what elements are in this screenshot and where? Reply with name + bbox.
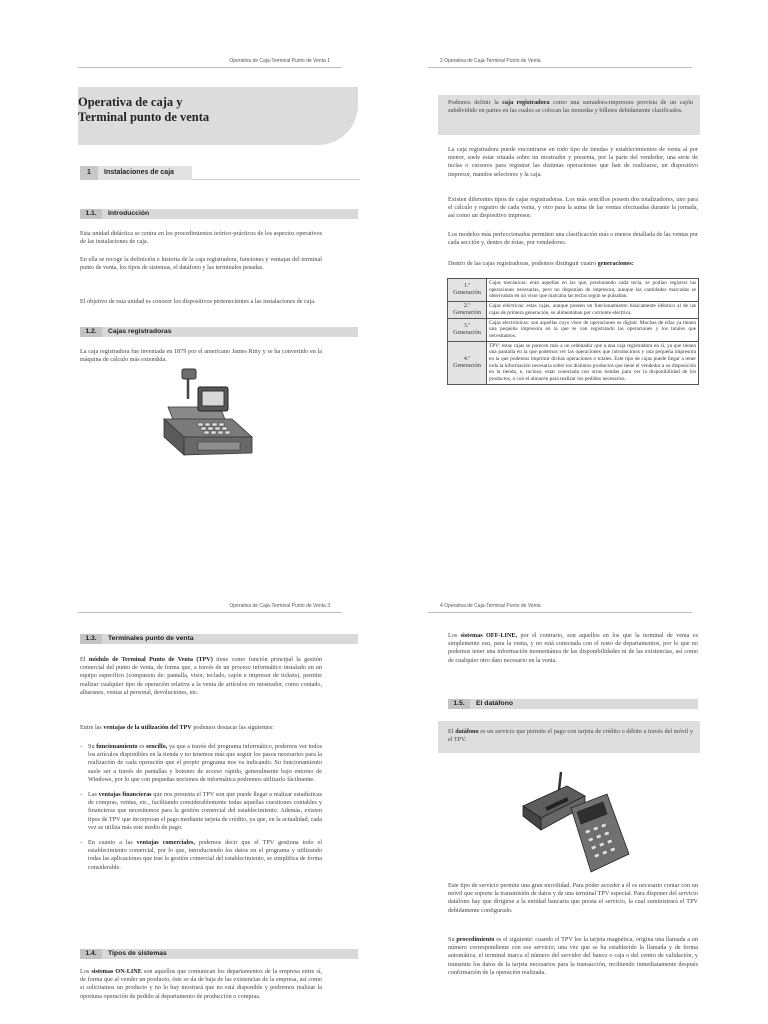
- page-4: [410, 600, 710, 1024]
- cash-register-illustration: [158, 367, 260, 457]
- advantages-intro: Entre las ventajas de la utilización del TPV podemos destacar las siguientes:: [80, 724, 274, 731]
- page-3: [60, 600, 360, 1024]
- intro-paragraph-3: El objetivo de esta unidad es conocer los dispositivos pertenecientes a las instalaciones de caja.: [80, 298, 316, 305]
- offline-systems-paragraph: Los sistemas OFF-LINE, por el contrario, son aquellos en los que la terminal de venta es simplemente eso, para la venta, y no está conectada con el resto de departamentos, por lo que no podemos tener una información momentánea de las disponibilidades ni de las existencias, así como de cualquier otro dato necesario en la venta.: [448, 632, 699, 664]
- section-number: 1.2.: [80, 327, 102, 337]
- service-paragraph: Este tipo de servicio permite una gran movilidad. Para poder acceder a él es necesario contar con un móvil que soporte la transmisión de datos y de una terminal TPV especial. Para disponer del servicio datáfono hay que dirigirse a la entidad bancaria que presta el servicio, la cual suministrará el TPV debidamente configurado.: [448, 882, 698, 914]
- section-label: Introducción: [108, 210, 150, 217]
- dataphone-illustration: [515, 768, 635, 878]
- page-header: 4 Operativa de Caja-Terminal Punto de Venta: [440, 603, 541, 609]
- section-heading-1-5: [448, 699, 698, 709]
- table-row: [448, 318, 699, 341]
- header-rule: [428, 612, 692, 613]
- section-label: Terminales punto de venta: [108, 635, 194, 642]
- section-number: 1.5.: [448, 699, 470, 709]
- unit-title-line-1: Operativa de caja y: [78, 95, 183, 109]
- chapter-heading: [80, 166, 192, 180]
- section-heading-1-1: [80, 209, 358, 219]
- page-2: [410, 55, 710, 545]
- table-row: [448, 279, 699, 302]
- chapter-number: 1: [80, 166, 98, 180]
- section-label: Cajas registradoras: [108, 328, 172, 335]
- section-label: Tipos de sistemas: [108, 950, 167, 957]
- header-rule: [428, 67, 692, 68]
- unit-title: [78, 95, 209, 125]
- chapter-rule: [192, 179, 360, 180]
- table-row: [448, 341, 699, 384]
- generation-cell: 3.ª Generación: [448, 318, 487, 341]
- generation-description: Cajas mecánicas: eran aquellas en las que, presionando cada tecla, se podían registrar las operaciones necesarias, pero no disponían de impresora, aunque las cantidades marcadas se observaban en un visor que marcaba las teclas según se pulsaban.: [487, 279, 699, 302]
- generation-description: Cajas electrónicas: son aquellas cuyo visor de operaciones es digital. Muchas de ellas ya tienen una pequeña impresora en la que se van registrando las operaciones y los totales que necesitamos.: [487, 318, 699, 341]
- paragraph-2: Existen diferentes tipos de cajas registradoras. Los más sencillos poseen dos totalizadores, uno para el cálculo y registro de cada venta, y otro para la suma de las ventas efectuadas durante la jornada, así como un dispositivo impresor.: [448, 196, 698, 220]
- list-item: - Las ventajas financieras que nos presenta el TPV son que puede llegar a realizar estadísticas de compras, ventas, etc., facilitando considerablemente todas aquellas cuestiones contables y financieras que necesitemos para la gestión comercial del establecimiento. Además, existen tipos de TPV que incorporan el pago mediante tarjeta de crédito, ya que, en la actualidad, cada vez se utiliza más este medio de pago.: [80, 791, 322, 832]
- section-number: 1.4.: [80, 949, 102, 959]
- cash-register-paragraph: La caja registradora fue inventada en 1879 por el americano James Ritty y se ha convertido en la máquina de cálculo más extendida.: [80, 348, 322, 364]
- section-heading-1-4: [80, 949, 358, 959]
- paragraph-3: Los modelos más perfeccionados permiten una clasificación más o menos detallada de las ventas por cada sección y, dentro de éstas, por vendedores.: [448, 231, 698, 247]
- generation-cell: 1.ª Generación: [448, 279, 487, 302]
- unit-title-line-2: Terminal punto de venta: [78, 110, 210, 124]
- table-row: [448, 302, 699, 318]
- advantages-list: [80, 743, 322, 879]
- section-heading-1-2: [80, 327, 358, 337]
- chapter-label: Instalaciones de caja: [104, 169, 175, 176]
- definition-text: Podemos definir la caja registradora como una sumadora-impresora provista de un cajón subdividido en partes en las cuales se colocan las monedas y billetes debidamente clasificados.: [448, 99, 694, 115]
- page-header: 2 Operativa de Caja-Terminal Punto de Venta: [440, 58, 541, 64]
- procedure-paragraph: Su procedimiento es el siguiente: cuando el TPV lee la tarjeta magnética, origina una llamada a un número correspondiente con ese servicio; una vez que se ha establecido la llamada y de forma automática, el terminal marca el número del servidor del banco o caja o del centro de validación, y transmite los datos de la tarjeta necesarios para la transacción, recibiendo inmediatamente después confirmación de la operación realizada.: [448, 936, 698, 976]
- generation-cell: 2.ª Generación: [448, 302, 487, 318]
- generation-description: Cajas eléctricas: estas cajas, aunque poseen un funcionamiento básicamente idéntico al de las cajas de primera generación, se alimentaban por corriente eléctrica.: [487, 302, 699, 318]
- list-item: - Su funcionamiento es sencillo, ya que a través del programa informático, podemos ver todos los artículos disponibles en la tienda y no tenemos más que seguir los pasos necesarios para la realización de cada operación que el propio programa nos va indicando. Su funcionamiento suele ser a través de pantallas y botones de acceso rápido, generalmente bajo entorno de Windows, por lo que con pequeñas nociones de informática podremos utilizarlo fácilmente.: [80, 743, 322, 784]
- dataphone-definition: El datáfono es un servicio que permite el pago con tarjeta de crédito o débito a través del móvil y el TPV.: [448, 728, 693, 744]
- list-item: - En cuanto a las ventajas comerciales, podemos decir que el TPV gestiona todo el establecimiento comercial, por lo que, introduciendo los datos en el programa y utilizando todas las aplicaciones que trae la gestión comercial del establecimiento, se simplifica de forma considerable.: [80, 839, 322, 872]
- section-number: 1.3.: [80, 634, 102, 644]
- generation-cell: 4.ª Generación: [448, 341, 487, 384]
- generation-description: TPV: estas cajas se parecen más a un ordenador que a una caja registradora en sí, ya que tienen una pantalla en la que podemos ver las operaciones que introducimos y una pequeña impresora en la que podemos imprimir dichas operaciones o totales. Este tipo de cajas puede llegar a tener toda la información necesaria sobre los distintos productos que tiene el vendedor a su disposición en la tienda, e, incluso, estar conectada con otras tiendas para ver la disponibilidad de los productos, o con el almacén para realizar los pedidos necesarios.: [487, 341, 699, 384]
- header-rule: [78, 67, 342, 68]
- page-1: [60, 55, 360, 545]
- section-heading-1-3: [80, 634, 358, 644]
- online-systems-paragraph: Los sistemas ON-LINE son aquellos que comunican los departamentos de la empresa entre sí, de forma que al vender un producto, éste se da de baja de las existencias de la empresa, así como si solicitamos un producto y no lo hay mostrará que no está disponible y podremos realizar la oportuna operación de pedido al departamento de producción o compras.: [80, 968, 322, 1000]
- intro-paragraph-1: Esta unidad didáctica se centra en los procedimientos teórico-prácticos de los aspectos operativos de las instalaciones de caja.: [80, 230, 322, 246]
- paragraph-1: La caja registradora puede encontrarse en todo tipo de tiendas y establecimientos de venta al por menor, suele estar situada sobre un mostrador y presenta, por la parte del vendedor, una serie de teclas o cursores para registrar las distintas operaciones que han de realizarse, un dispositivo impresor, mandos selectores y la caja.: [448, 146, 698, 178]
- generations-table: [447, 278, 699, 385]
- header-rule: [78, 612, 342, 613]
- intro-paragraph-2: En ella se recoge la definición e historia de la caja registradora, funciones y ventajas del terminal punto de venta, los tipos de sistemas, el datáfono y las terminales pesadas.: [80, 256, 322, 272]
- tpv-paragraph: El módulo de Terminal Punto de Venta (TPV) tiene como función principal la gestión comercial del punto de venta, de forma que, a través de un proceso informático instalado en un equipo específico (compuesto de: pantalla, visor, teclado, cajón e impresor de tickets), permite realizar cualquier tipo de operación relativa a la venta de artículos en mostrador, como contado, albaranes, ventas al personal, devoluciones, etc.: [80, 656, 322, 696]
- section-number: 1.1.: [80, 209, 102, 219]
- paragraph-4: Dentro de las cajas registradoras, podemos distinguir cuatro generaciones:: [448, 260, 634, 267]
- page-header: Operativa de Caja-Terminal Punto de Venta 3: [229, 603, 330, 609]
- page-header: Operativa de Caja-Terminal Punto de Venta 1: [229, 58, 330, 64]
- section-label: El datáfono: [476, 700, 514, 707]
